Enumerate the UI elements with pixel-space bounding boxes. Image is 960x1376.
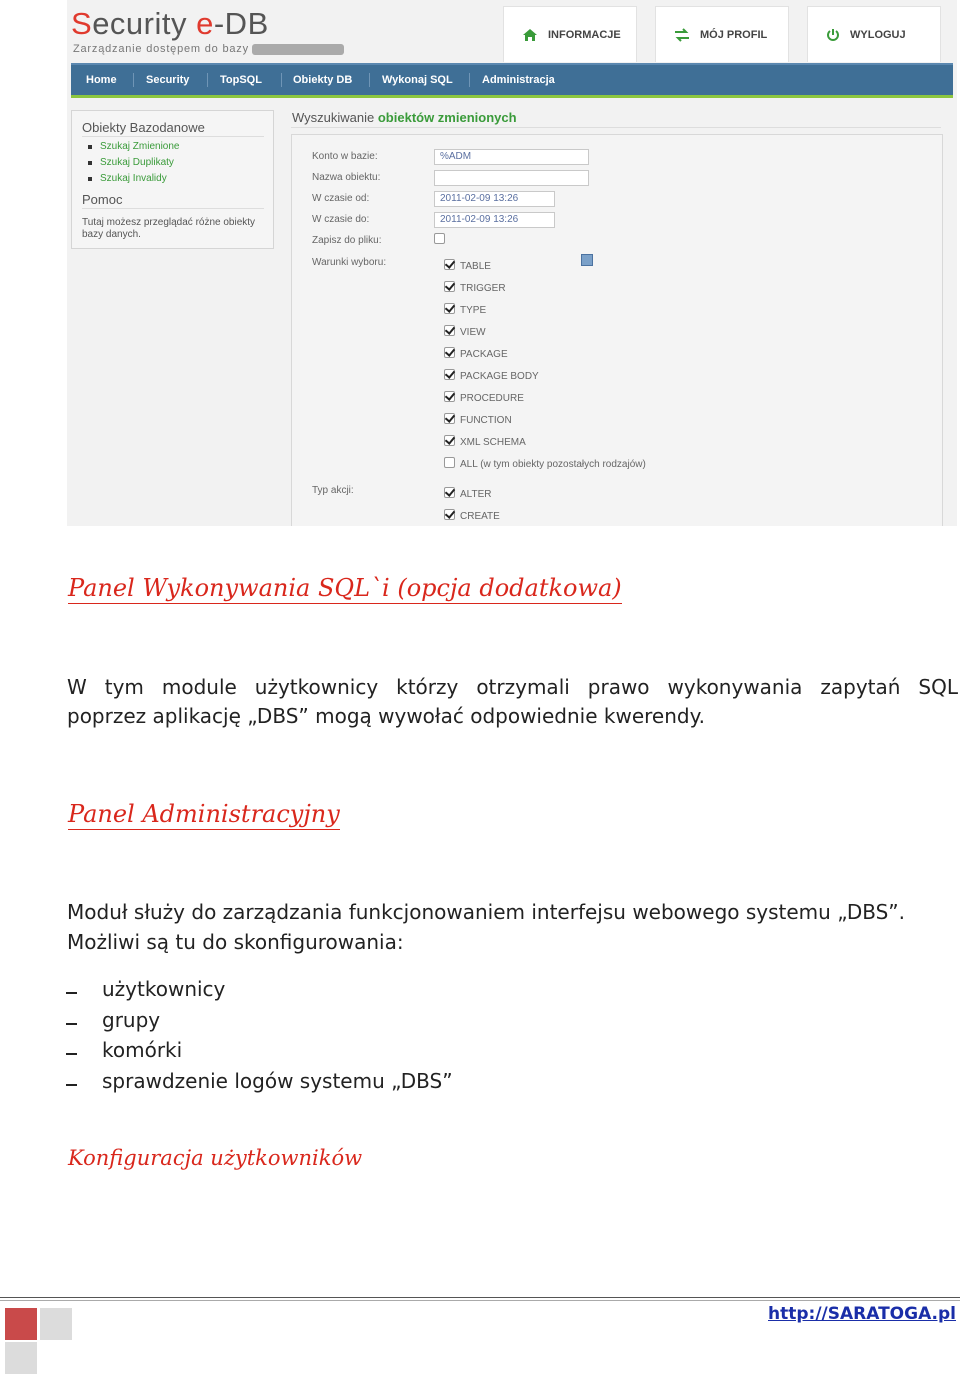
- nav-separator: [133, 73, 134, 87]
- action-type-label: Typ akcji:: [312, 485, 354, 496]
- condition-label: PACKAGE BODY: [460, 371, 539, 382]
- sidebar-panel: [71, 110, 274, 249]
- footer-square-red: [5, 1308, 37, 1340]
- paragraph-admin-line2: Możliwi są tu do skonfigurowania:: [67, 930, 404, 954]
- sidebar-heading-objects: Obiekty Bazodanowe: [82, 120, 205, 135]
- condition-checkbox[interactable]: [444, 281, 455, 292]
- condition-label: TABLE: [460, 261, 491, 272]
- footer-rule: [0, 1300, 960, 1301]
- section-title-user-config: Konfiguracja użytkowników: [68, 1146, 363, 1170]
- condition-checkbox[interactable]: [444, 325, 455, 336]
- select-all-icon[interactable]: [581, 254, 593, 266]
- sidebar-link-changed[interactable]: Szukaj Zmienione: [86, 141, 179, 152]
- conditions-label: Warunki wyboru:: [312, 257, 387, 268]
- condition-label: FUNCTION: [460, 415, 512, 426]
- condition-checkbox[interactable]: [444, 369, 455, 380]
- object-name-input[interactable]: [434, 170, 589, 186]
- sidebar-link-duplicates[interactable]: Szukaj Duplikaty: [86, 157, 179, 168]
- section-title-admin-panel: Panel Administracyjny: [68, 800, 340, 828]
- footer-rule: [0, 1297, 960, 1298]
- logout-button[interactable]: WYLOGUJ: [807, 6, 941, 62]
- app-tagline: Zarządzanie dostępem do bazy: [73, 43, 344, 55]
- my-profile-button[interactable]: MÓJ PROFIL: [655, 6, 789, 62]
- condition-checkbox[interactable]: [444, 303, 455, 314]
- app-logo: Security e-DB Zarządzanie dostępem do bazy: [71, 6, 269, 42]
- nav-separator: [207, 73, 208, 87]
- footer-square-grey: [5, 1342, 37, 1374]
- paragraph-sql-line2: poprzez aplikację „DBS” mogą wywołać odpowiednie kwerendy.: [67, 704, 705, 728]
- sidebar-help-text: Tutaj możesz przeglądać różne obiekty bazy danych.: [82, 217, 256, 240]
- sidebar-link-invalid[interactable]: Szukaj Invalidy: [86, 173, 179, 184]
- nav-home[interactable]: Home: [86, 74, 117, 86]
- paragraph-admin-line1: Moduł służy do zarządzania funkcjonowaniem interfejsu webowego systemu „DBS”.: [67, 900, 906, 924]
- condition-label: TYPE: [460, 305, 487, 316]
- save-file-checkbox[interactable]: [434, 233, 445, 244]
- list-item: grupy: [102, 1008, 161, 1032]
- list-bullet: [66, 992, 77, 994]
- condition-label: PACKAGE: [460, 349, 508, 360]
- form-title: Wyszukiwanie obiektów zmienionych: [292, 110, 517, 125]
- nav-separator: [469, 73, 470, 87]
- nav-separator: [369, 73, 370, 87]
- object-name-label: Nazwa obiektu:: [312, 172, 381, 183]
- search-form: [291, 134, 943, 526]
- action-label: CREATE: [460, 511, 500, 522]
- footer-url-link[interactable]: http://SARATOGA.pl: [768, 1304, 956, 1324]
- condition-label: ALL (w tym obiekty pozostałych rodzajów): [460, 459, 646, 470]
- list-item: komórki: [102, 1038, 183, 1062]
- arrows-exchange-icon: [674, 28, 690, 42]
- time-to-input[interactable]: 2011-02-09 13:26: [434, 212, 555, 228]
- action-checkbox[interactable]: [444, 509, 455, 520]
- nav-wykonaj-sql[interactable]: Wykonaj SQL: [382, 74, 453, 86]
- section-title-sql-panel: Panel Wykonywania SQL`i (opcja dodatkowa): [68, 574, 622, 602]
- condition-checkbox[interactable]: [444, 259, 455, 270]
- sidebar-links: [86, 141, 179, 189]
- list-bullet: [66, 1023, 77, 1025]
- condition-checkbox[interactable]: [444, 391, 455, 402]
- footer-square-grey: [40, 1308, 72, 1340]
- power-icon: [826, 28, 840, 42]
- list-item: sprawdzenie logów systemu „DBS”: [102, 1069, 453, 1093]
- app-screenshot: [67, 0, 957, 526]
- condition-checkbox-all[interactable]: [444, 457, 455, 468]
- nav-topsql[interactable]: TopSQL: [220, 74, 262, 86]
- nav-administracja[interactable]: Administracja: [482, 74, 555, 86]
- account-input[interactable]: %ADM: [434, 149, 589, 165]
- main-nav: [71, 63, 953, 95]
- nav-separator: [281, 73, 282, 87]
- nav-security[interactable]: Security: [146, 74, 190, 86]
- list-bullet: [66, 1053, 77, 1055]
- blurred-db-name: [252, 44, 344, 55]
- condition-label: XML SCHEMA: [460, 437, 526, 448]
- condition-checkbox[interactable]: [444, 435, 455, 446]
- condition-checkbox[interactable]: [444, 347, 455, 358]
- condition-label: PROCEDURE: [460, 393, 524, 404]
- time-from-label: W czasie od:: [312, 193, 370, 204]
- condition-label: VIEW: [460, 327, 486, 338]
- save-file-label: Zapisz do pliku:: [312, 235, 382, 246]
- home-icon: [522, 28, 538, 42]
- time-from-input[interactable]: 2011-02-09 13:26: [434, 191, 555, 207]
- info-button[interactable]: INFORMACJE: [503, 6, 637, 62]
- condition-label: TRIGGER: [460, 283, 506, 294]
- accent-line: [71, 95, 953, 98]
- action-label: ALTER: [460, 489, 492, 500]
- condition-checkbox[interactable]: [444, 413, 455, 424]
- list-item: użytkownicy: [102, 977, 226, 1001]
- account-label: Konto w bazie:: [312, 151, 378, 162]
- nav-obiekty-db[interactable]: Obiekty DB: [293, 74, 353, 86]
- sidebar-heading-help: Pomoc: [82, 192, 123, 207]
- action-checkbox[interactable]: [444, 487, 455, 498]
- paragraph-sql-line1: W tym module użytkownicy którzy otrzymali prawo wykonywania zapytań SQL: [67, 675, 958, 699]
- time-to-label: W czasie do:: [312, 214, 370, 225]
- list-bullet: [66, 1084, 77, 1086]
